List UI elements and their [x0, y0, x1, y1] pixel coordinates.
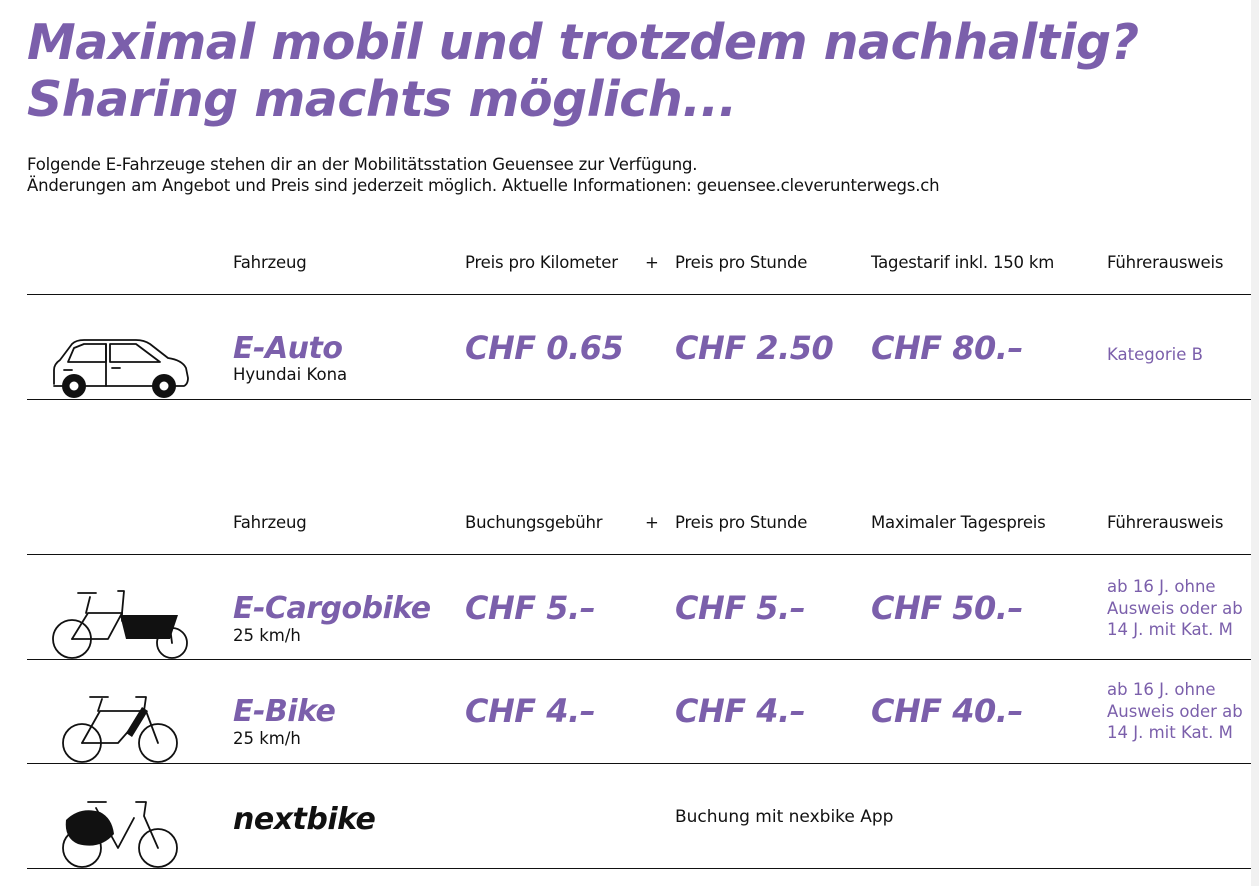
vehicle-name: E-Auto — [233, 331, 343, 366]
vehicle-name: E-Bike — [233, 694, 336, 729]
license-requirement: Kategorie B — [1107, 345, 1203, 364]
car-row-divider — [27, 399, 1251, 400]
car-header-price-km: Preis pro Kilometer — [465, 253, 618, 272]
license-requirement — [1107, 679, 1243, 744]
vehicle-speed: 25 km/h — [233, 729, 301, 748]
bike-header-price-hour: Preis pro Stunde — [675, 513, 808, 532]
booking-note: Buchung mit nexbike App — [675, 807, 894, 827]
cargo-bike-icon — [50, 587, 192, 661]
vehicle-name: nextbike — [233, 802, 376, 837]
bike-header-plus: + — [645, 513, 659, 532]
headline-line-1: Maximal mobil und trotzdem nachhaltig? — [27, 14, 1139, 71]
nextbike-icon — [60, 798, 182, 870]
booking-fee: CHF 5.– — [465, 589, 596, 627]
license-line: 14 J. mit Kat. M — [1107, 723, 1233, 742]
e-bike-icon — [60, 693, 182, 765]
car-header-price-hour: Preis pro Stunde — [675, 253, 808, 272]
vehicle-model: Hyundai Kona — [233, 365, 348, 384]
headline — [27, 14, 1139, 128]
price-per-hour: CHF 4.– — [675, 692, 806, 730]
car-icon — [50, 334, 192, 402]
car-header-plus: + — [645, 253, 659, 272]
bike-header-divider — [27, 554, 1251, 555]
bike-header-booking-fee: Buchungsgebühr — [465, 513, 603, 532]
nextbike-row-divider — [27, 868, 1251, 869]
vehicle-name: E-Cargobike — [233, 591, 431, 626]
booking-fee: CHF 4.– — [465, 692, 596, 730]
license-line: Ausweis oder ab — [1107, 701, 1243, 721]
price-per-hour: CHF 2.50 — [675, 329, 834, 367]
car-header-vehicle: Fahrzeug — [233, 253, 307, 272]
license-line: Ausweis oder ab — [1107, 598, 1243, 618]
scrollbar[interactable] — [1251, 0, 1259, 886]
car-header-license: Führerausweis — [1107, 253, 1224, 272]
price-per-hour: CHF 5.– — [675, 589, 806, 627]
cargobike-row-divider — [27, 659, 1251, 660]
max-day-price: CHF 50.– — [871, 589, 1023, 627]
license-line: ab 16 J. ohne — [1107, 680, 1216, 699]
day-rate: CHF 80.– — [871, 329, 1023, 367]
intro-line-2: Änderungen am Angebot und Preis sind jederzeit möglich. Aktuelle Informationen: geuensee.cleverunterwegs.ch — [27, 176, 940, 195]
car-header-divider — [27, 294, 1251, 295]
price-per-km: CHF 0.65 — [465, 329, 624, 367]
ebike-row-divider — [27, 763, 1251, 764]
headline-line-2: Sharing machts möglich... — [27, 71, 737, 128]
license-requirement — [1107, 576, 1243, 641]
bike-header-vehicle: Fahrzeug — [233, 513, 307, 532]
bike-header-max-day: Maximaler Tagespreis — [871, 513, 1046, 532]
intro-line-1: Folgende E-Fahrzeuge stehen dir an der Mobilitätsstation Geuensee zur Verfügung. — [27, 155, 698, 174]
bike-header-license: Führerausweis — [1107, 513, 1224, 532]
vehicle-speed: 25 km/h — [233, 626, 301, 645]
license-line: ab 16 J. ohne — [1107, 577, 1216, 596]
max-day-price: CHF 40.– — [871, 692, 1023, 730]
car-header-day-rate: Tagestarif inkl. 150 km — [871, 253, 1055, 272]
license-line: 14 J. mit Kat. M — [1107, 620, 1233, 639]
intro-text — [27, 154, 939, 196]
